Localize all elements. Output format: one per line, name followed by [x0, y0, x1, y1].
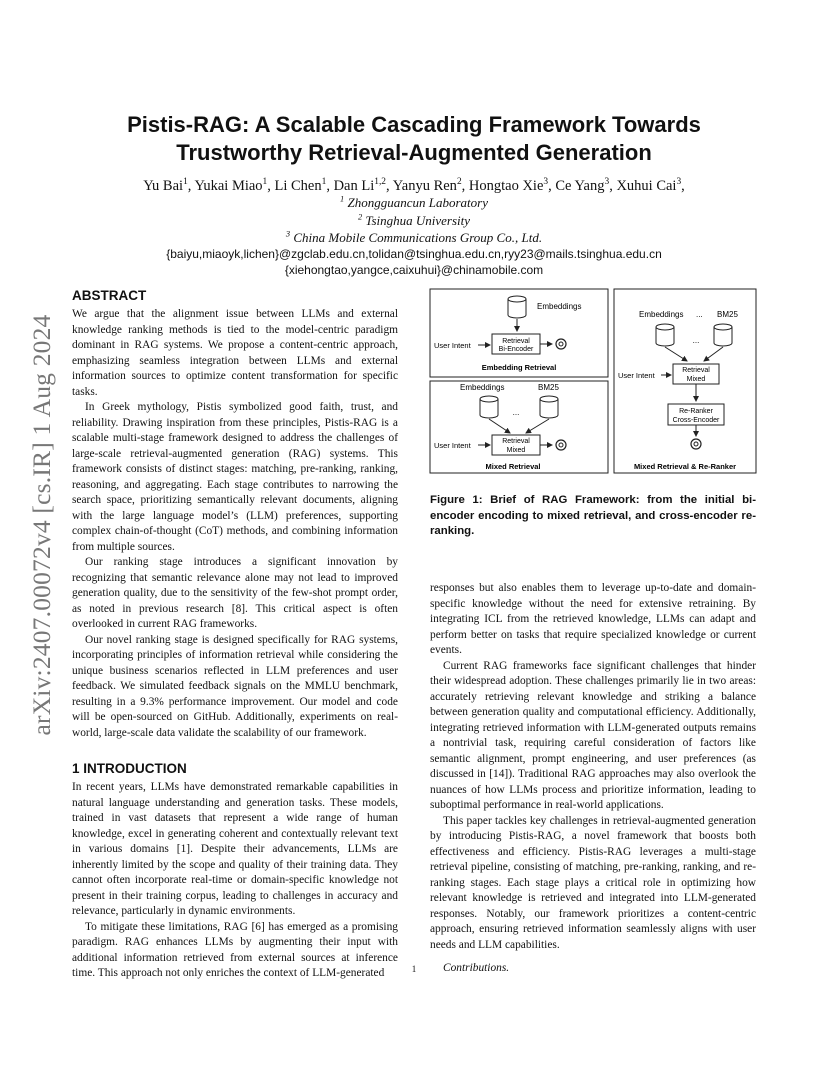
left-column: [72, 288, 398, 982]
affiliation-number: 1: [340, 193, 345, 204]
author-affiliation-mark: 2: [456, 177, 462, 188]
page-number: 1: [411, 964, 417, 974]
diagram-label: Embeddings: [460, 383, 505, 392]
title-line-2: Trustworthy Retrieval-Augmented Generation: [176, 140, 652, 165]
contributions-heading: Contributions.: [443, 962, 510, 974]
diagram-label: BM25: [717, 310, 738, 319]
title-line-1: Pistis-RAG: A Scalable Cascading Framework Towards: [127, 112, 701, 137]
diagram-label: User Intent: [434, 441, 471, 450]
diagram-label: ...: [512, 408, 520, 417]
body-paragraph: To mitigate these limitations, RAG [6] has emerged as a promising paradigm. RAG enhances LLMs by augmenting their input with additional information retrieved from external sources at inference time. This approach not only enriches the context of LLM-generated: [72, 920, 398, 979]
author: Xuhui Cai: [616, 178, 677, 194]
figure-caption: Figure 1: Brief of RAG Framework: from the initial bi-encoder encoding to mixed retrieval, and cross-encoder re-ranking.: [430, 494, 756, 537]
diagram-label: Re-Ranker: [679, 408, 713, 415]
database-icon: [480, 396, 498, 418]
figure-1: [428, 287, 758, 479]
arxiv-id: arXiv:2407.00072v4 [cs.IR] 1 Aug 2024: [27, 314, 56, 736]
affiliation-3: [80, 230, 748, 245]
author-affiliation-mark: 1,2: [374, 177, 387, 188]
introduction-heading: 1 INTRODUCTION: [72, 761, 187, 776]
abstract-paragraph: We argue that the alignment issue between LLMs and external knowledge ranking methods is tied to the model-centric paradigm dominant in RAG systems. We propose a content-centric approach, emphasizing seamless integration between LLMs and external information sources to optimize content transformation for specific tasks.: [72, 308, 398, 398]
panel-title: Embedding Retrieval: [481, 363, 557, 372]
affiliation-2: [80, 213, 748, 228]
author: Hongtao Xie: [468, 178, 544, 194]
author: Yukai Miao: [194, 178, 263, 194]
openai-icon: [556, 440, 566, 450]
abstract-paragraph: Our ranking stage introduces a significant innovation by recognizing that semantic relevance alone may not lead to improved generation quality, due to the sensitivity of the few-shot prompt order, as noted in previous research [8]. This critical aspect is often overlooked in current RAG frameworks.: [72, 556, 398, 630]
author-affiliation-mark: 1: [262, 177, 268, 188]
diagram-label: ...: [692, 336, 700, 345]
affiliation-name: China Mobile Communications Group Co., Ltd.: [293, 230, 543, 245]
diagram-label: User Intent: [618, 371, 655, 380]
diagram-label: Bi-Encoder: [498, 346, 534, 353]
email-line-1: {baiyu,miaoyk,lichen}@zgclab.edu.cn,tolidan@tsinghua.edu.cn,ryy23@mails.tsinghua.edu.cn: [166, 247, 662, 261]
diagram-label: Embeddings: [537, 302, 582, 311]
affiliation-name: Zhongguancun Laboratory: [347, 195, 488, 210]
affiliation-name: Tsinghua University: [365, 213, 471, 228]
diagram-label: BM25: [538, 383, 559, 392]
rag-framework-diagram: [428, 287, 758, 479]
author: Li Chen: [274, 178, 322, 194]
openai-icon: [556, 339, 566, 349]
author-affiliation-mark: 3: [604, 177, 610, 188]
author-affiliation-mark: 3: [676, 177, 682, 188]
author-affiliation-mark: 3: [543, 177, 549, 188]
affiliation-1: [80, 195, 748, 210]
body-paragraph: Current RAG frameworks face significant challenges that hinder their widespread adoption. These challenges primarily lie in two areas: accurately retrieving relevant knowledge and striking a balance between generation quality and computational efficiency. Additionally, integrating retrieved information with LLM-generated outputs remains a nontrivial task, requiring careful consideration of factors like semantic alignment, prompt engineering, and user preferences (as discussed in [14]). Traditional RAG approaches may also overlook the nuances of how LLMs process and prioritize information, leading to suboptimal performance in real-world applications.: [430, 659, 756, 811]
arxiv-sidebar: [22, 290, 62, 760]
openai-icon: [691, 439, 701, 449]
diagram-label: ...: [696, 310, 703, 319]
diagram-label: Retrieval: [502, 338, 530, 345]
diagram-label: User Intent: [434, 341, 471, 350]
body-paragraph: In recent years, LLMs have demonstrated remarkable capabilities in natural language understanding and generation tasks. These models, trained in vast datasets that represent a wide range of human knowledge, excel in generating coherent and contextually relevant text in various domains [1]. Despite their advancements, LLMs are inherently limited by the scope and quality of their training data. They cannot often incorporate real-time or domain-specific knowledge not present in their training corpus, leading to challenges in accuracy and relevance, particularly in dynamic environments.: [72, 781, 398, 917]
body-paragraph: This paper tackles key challenges in retrieval-augmented generation by introducing Pistis-RAG, a novel framework that boosts both effectiveness and efficiency. Pistis-RAG leverages a multi-stage retrieval pipeline, consisting of matching, pre-ranking, ranking, and re-ranking stages. Each stage plays a critical role in optimizing how relevant knowledge is retrieved and integrated into LLM-generated responses. Notably, our framework prioritizes a content-centric approach, ensuring retrieved information seamlessly aligns with user needs and LLM capabilities.: [430, 814, 756, 951]
database-icon: [714, 324, 732, 346]
diagram-label: Retrieval: [682, 367, 710, 374]
author: Dan Li: [333, 178, 375, 194]
diagram-label: Mixed: [686, 376, 706, 383]
diagram-label: Cross-Encoder: [672, 417, 720, 424]
diagram-label: Retrieval: [502, 438, 530, 445]
database-icon: [508, 296, 526, 318]
diagram-label: Embeddings: [639, 310, 684, 319]
author-affiliation-mark: 1: [321, 177, 327, 188]
diagram-label: Mixed: [506, 447, 526, 454]
affiliation-number: 2: [357, 211, 363, 222]
panel-mixed-retrieval: [430, 381, 608, 473]
author: Yanyu Ren: [392, 178, 457, 194]
abstract-paragraph: In Greek mythology, Pistis symbolized good faith, trust, and reliability. Drawing inspiration from these principles, Pistis-RAG is a scalable multi-stage framework designed to address the challenges of large-scale retrieval-augmented generation (RAG) systems. This framework consists of distinct stages: matching, pre-ranking, ranking, reasoning, and aggregating. Each stage contributes to narrowing the search space, prioritizing semantically relevant documents, aligning with the large language model’s (LLM) preferences, supporting complex chain-of-thought (CoT) methods, and combining information from multiple sources.: [72, 401, 398, 553]
abstract-heading: ABSTRACT: [72, 288, 147, 303]
author: Yu Bai: [143, 178, 184, 194]
abstract-paragraph: Our novel ranking stage is designed specifically for RAG systems, incorporating principles of information retrieval while considering the unique business scenarios reflected in LLM preferences and user feedback. We simulated feedback signals on the MMLU benchmark, resulting in a 9.3% performance improvement. Our model and code will be open-sourced on GitHub. Additionally, experiments on real-world, large-scale data validate the scalability of our framework.: [72, 633, 398, 739]
author: Ce Yang: [555, 178, 605, 194]
database-icon: [656, 324, 674, 346]
panel-title: Mixed Retrieval & Re-Ranker: [633, 462, 737, 471]
author-affiliation-mark: 1: [183, 177, 188, 188]
email-line-2: {xiehongtao,yangce,caixuhui}@chinamobile.com: [284, 263, 544, 277]
paper-title: [80, 111, 748, 167]
affiliation-number: 3: [285, 228, 291, 239]
right-column: [430, 581, 756, 977]
panel-title: Mixed Retrieval: [485, 462, 541, 471]
author-list: Yu Bai$^1$, Yukai Miao$^1$, Li Chen$^1$, Dan Li$^{1,2}$, Yanyu Ren$^2$, Hongtao Xie$^3$, Ce Yang$^3$, Xuhui Cai$^3$,: [143, 177, 685, 194]
body-paragraph: responses but also enables them to leverage up-to-date and domain-specific knowledge without the need for extensive retraining. By integrating ICL from the retrieved knowledge, LLMs can adapt and perform better on tasks that require specialized knowledge or current events.: [430, 582, 756, 656]
database-icon: [540, 396, 558, 418]
